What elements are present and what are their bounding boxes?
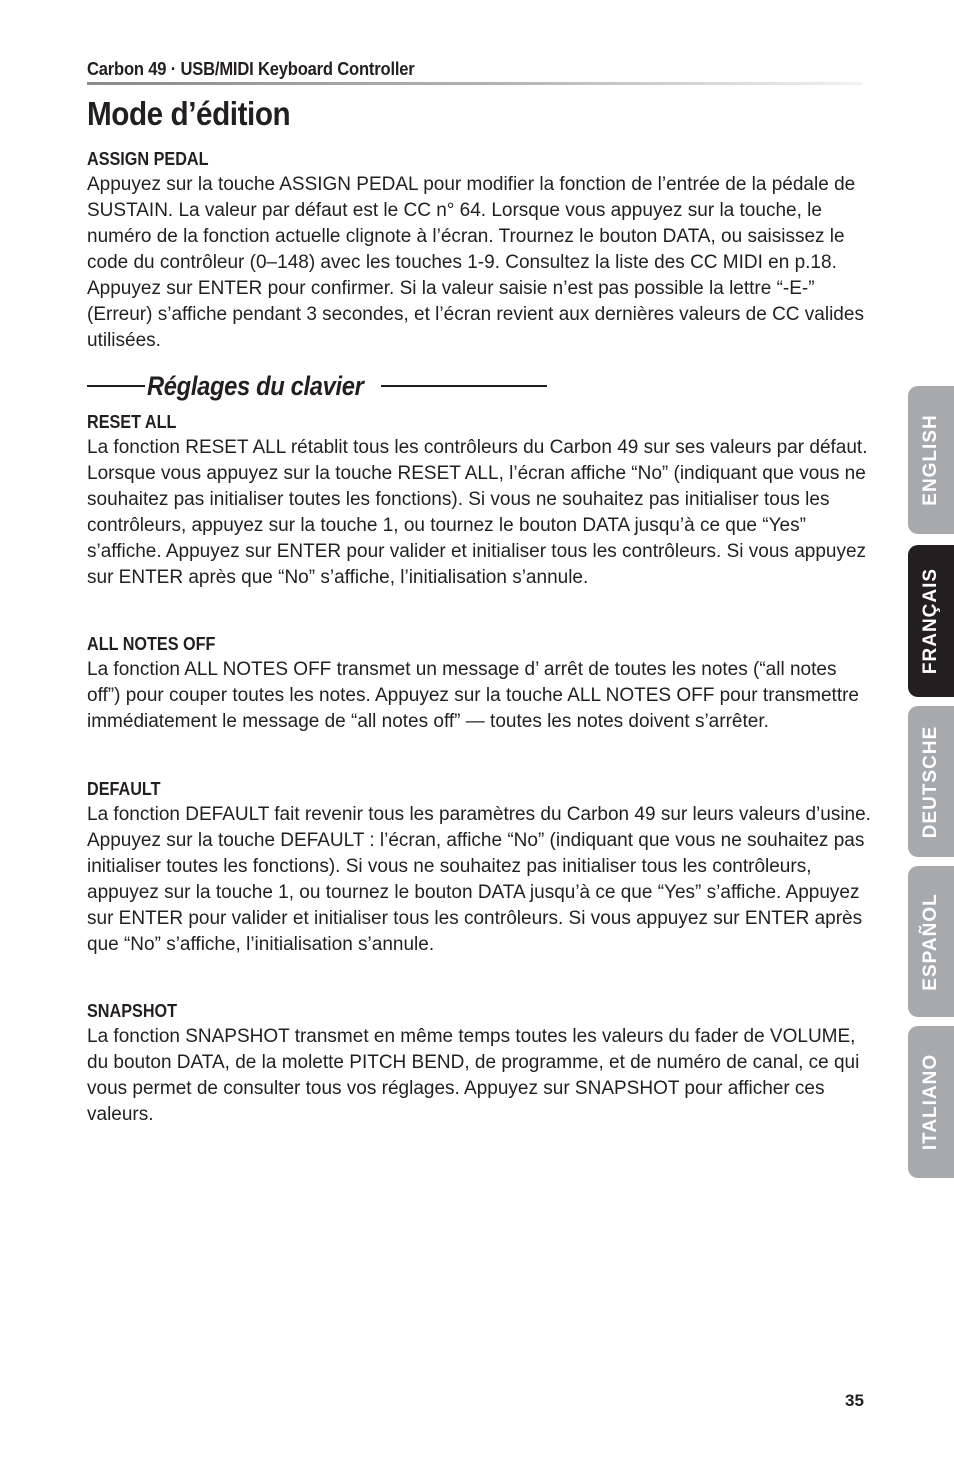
tab-francais[interactable] (908, 545, 954, 697)
section-default (87, 778, 872, 958)
section-heading: DEFAULT (87, 779, 161, 799)
section-snapshot (87, 1000, 872, 1128)
header-title: Carbon 49 · USB/MIDI Keyboard Controller (87, 59, 415, 79)
section-body: Appuyez sur la touche ASSIGN PEDAL pour modifier la fonction de l’entrée de la pédale de SUSTAIN. La valeur par défaut est le CC n° 64. Lorsque vous appuyez sur la touche, le numéro de la fonction actuelle clignote à l’écran. Trournez le bouton DATA, ou saisissez le code du contrôleur (0–148) avec les touches 1-9. Consultez la liste des CC MIDI en p.18. Appuyez sur ENTER pour confirmer. Si la valeur saisie n’est pas possible la lettre “-E-” (Erreur) s’affiche pendant 3 secondes, et l’écran revient aux dernières valeurs de CC valides utilisées. (87, 174, 864, 351)
section-assign-pedal (87, 148, 872, 354)
tab-label: ESPAÑOL (920, 892, 941, 991)
section-body: La fonction DEFAULT fait revenir tous les paramètres du Carbon 49 sur leurs valeurs d’usine. Appuyez sur la touche DEFAULT : l’écran, affiche “No” (indiquant que vous ne souhaitez pas initialiser toutes les fonctions). Si vous ne souhaitez pas initialiser tous les contrôleurs, appuyez sur la touche 1, ou tournez le bouton DATA jusqu’à ce que “Yes” s’affiche. Appuyez sur ENTER pour valider et initialiser tous les contrôleurs. Si vous appuyez sur ENTER après que “No” s’affiche, l’initialisation s’annule. (87, 804, 871, 955)
section-reset-all (87, 411, 872, 591)
section-body: La fonction RESET ALL rétablit tous les contrôleurs du Carbon 49 sur ses valeurs par défaut. Lorsque vous appuyez sur la touche RESET ALL, l’écran affiche “No” (indiquant que vous ne souhaitez pas initialiser toutes les fonctions). Si vous ne souhaitez pas initialiser tous les contrôleurs, appuyez sur la touche 1, ou tournez le bouton DATA jusqu’à ce que “Yes” s’affiche. Appuyez sur ENTER pour valider et initialiser tous les contrôleurs. Si vous appuyez sur ENTER après que “No” s’affiche, l’initialisation s’annule. (87, 437, 868, 588)
tab-label: FRANÇAIS (920, 567, 941, 675)
section-body: La fonction SNAPSHOT transmet en même temps toutes les valeurs du fader de VOLUME, du bouton DATA, de la molette PITCH BEND, de programme, et de numéro de canal, ce qui vous permet de consulter tous vos réglages. Appuyez sur SNAPSHOT pour afficher ces valeurs. (87, 1026, 860, 1125)
subsection-title (87, 368, 547, 406)
section-heading: SNAPSHOT (87, 1001, 178, 1021)
language-tabs (908, 0, 954, 1475)
running-header (87, 58, 862, 85)
section-body: La fonction ALL NOTES OFF transmet un message d’ arrêt de toutes les notes (“all notes off”) pour couper toutes les notes. Appuyez sur la touche ALL NOTES OFF pour transmettre immédiatement le message de “all notes off” — toutes les notes doivent s’arrêter. (87, 659, 859, 732)
subtitle-text: Réglages du clavier (147, 371, 364, 401)
tab-deutsche[interactable] (908, 706, 954, 857)
tab-label: DEUTSCHE (920, 725, 941, 838)
tab-label: ENGLISH (920, 414, 941, 506)
tab-italiano[interactable] (908, 1026, 954, 1178)
section-heading: ALL NOTES OFF (87, 634, 216, 654)
tab-english[interactable] (908, 386, 954, 534)
subtitle-rule-left (87, 385, 145, 387)
section-all-notes-off (87, 633, 872, 735)
tab-label: ITALIANO (920, 1053, 941, 1151)
page-title: Mode d’édition (87, 95, 291, 132)
tab-espanol[interactable] (908, 866, 954, 1017)
section-heading: ASSIGN PEDAL (87, 149, 209, 169)
page-number: 35 (845, 1391, 864, 1410)
header-rule (87, 82, 862, 85)
subtitle-rule-right (381, 385, 547, 387)
section-heading: RESET ALL (87, 412, 177, 432)
